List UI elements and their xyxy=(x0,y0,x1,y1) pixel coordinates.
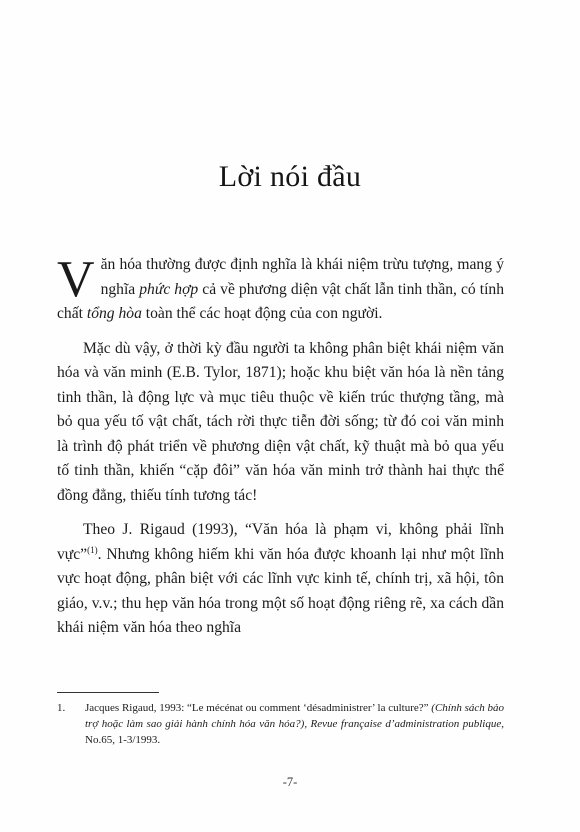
footnote-text-b: , No.65, 1-3/1993. xyxy=(85,718,504,746)
footnote-divider xyxy=(57,692,159,693)
paragraph-1-text-a: ăn hóa thường được định nghĩa là khái niệm trừu tượng, mang ý nghĩa xyxy=(100,256,504,298)
footnote-number: 1. xyxy=(57,702,66,714)
footnote xyxy=(57,700,504,748)
paragraph-1-text-b: cả về phương diện vật chất lẫn tinh thần, có tính chất xyxy=(57,280,504,322)
page-number: -7- xyxy=(282,775,298,789)
footnote-text xyxy=(85,700,504,748)
paragraph-3 xyxy=(57,518,504,641)
paragraph-2: Mặc dù vậy, ở thời kỳ đầu người ta không phân biệt khái niệm văn hóa và văn minh (E.B. Tylor, 1871); hoặc khu biệt văn hóa là nền tảng tinh thần, là động lực và mục tiêu thuộc về kiến trúc thượng tầng, mà bỏ qua yếu tố vật chất, tách rời thực tiễn đời sống; từ đó coi văn minh là trình độ phát triển về phương diện vật chất, kỹ thuật mà bỏ qua yếu tố tinh thần, khiến “cặp đôi” văn hóa văn minh trở thành hai thực thể đồng đẳng, thiếu tính tương tác! xyxy=(57,339,504,504)
body-text xyxy=(57,253,504,651)
footnote-reference: (1) xyxy=(87,544,98,555)
chapter-title: Lời nói đầu xyxy=(218,160,362,193)
paragraph-3-text-a: Theo J. Rigaud (1993), “Văn hóa là phạm vi, không phải lĩnh vực” xyxy=(57,521,504,563)
footnote-text-a: Jacques Rigaud, 1993: “Le mécénat ou comment ‘désadministrer’ la culture?” xyxy=(85,702,432,714)
paragraph-1-text-c: toàn thể các hoạt động của con người. xyxy=(141,305,383,322)
paragraph-1-emphasis-1: phức hợp xyxy=(139,280,199,298)
drop-cap: V xyxy=(57,251,95,308)
paragraph-1-emphasis-2: tổng hòa xyxy=(86,305,142,322)
footnote-emphasis: (Chính sách bảo trợ hoặc làm sao giải hành chính hóa văn hóa?), Revue française d’administration publique xyxy=(85,702,505,730)
paragraph-3-text-b: . Nhưng không hiếm khi văn hóa được khoanh lại như một lĩnh vực hoạt động, phân biệt với các lĩnh vực kinh tế, chính trị, xã hội, tôn giáo, v.v.; thu hẹp văn hóa trong một số hoạt động riêng rẽ, xa cách dần khái niệm văn hóa theo nghĩa xyxy=(57,545,504,636)
paragraph-1 xyxy=(57,253,504,327)
